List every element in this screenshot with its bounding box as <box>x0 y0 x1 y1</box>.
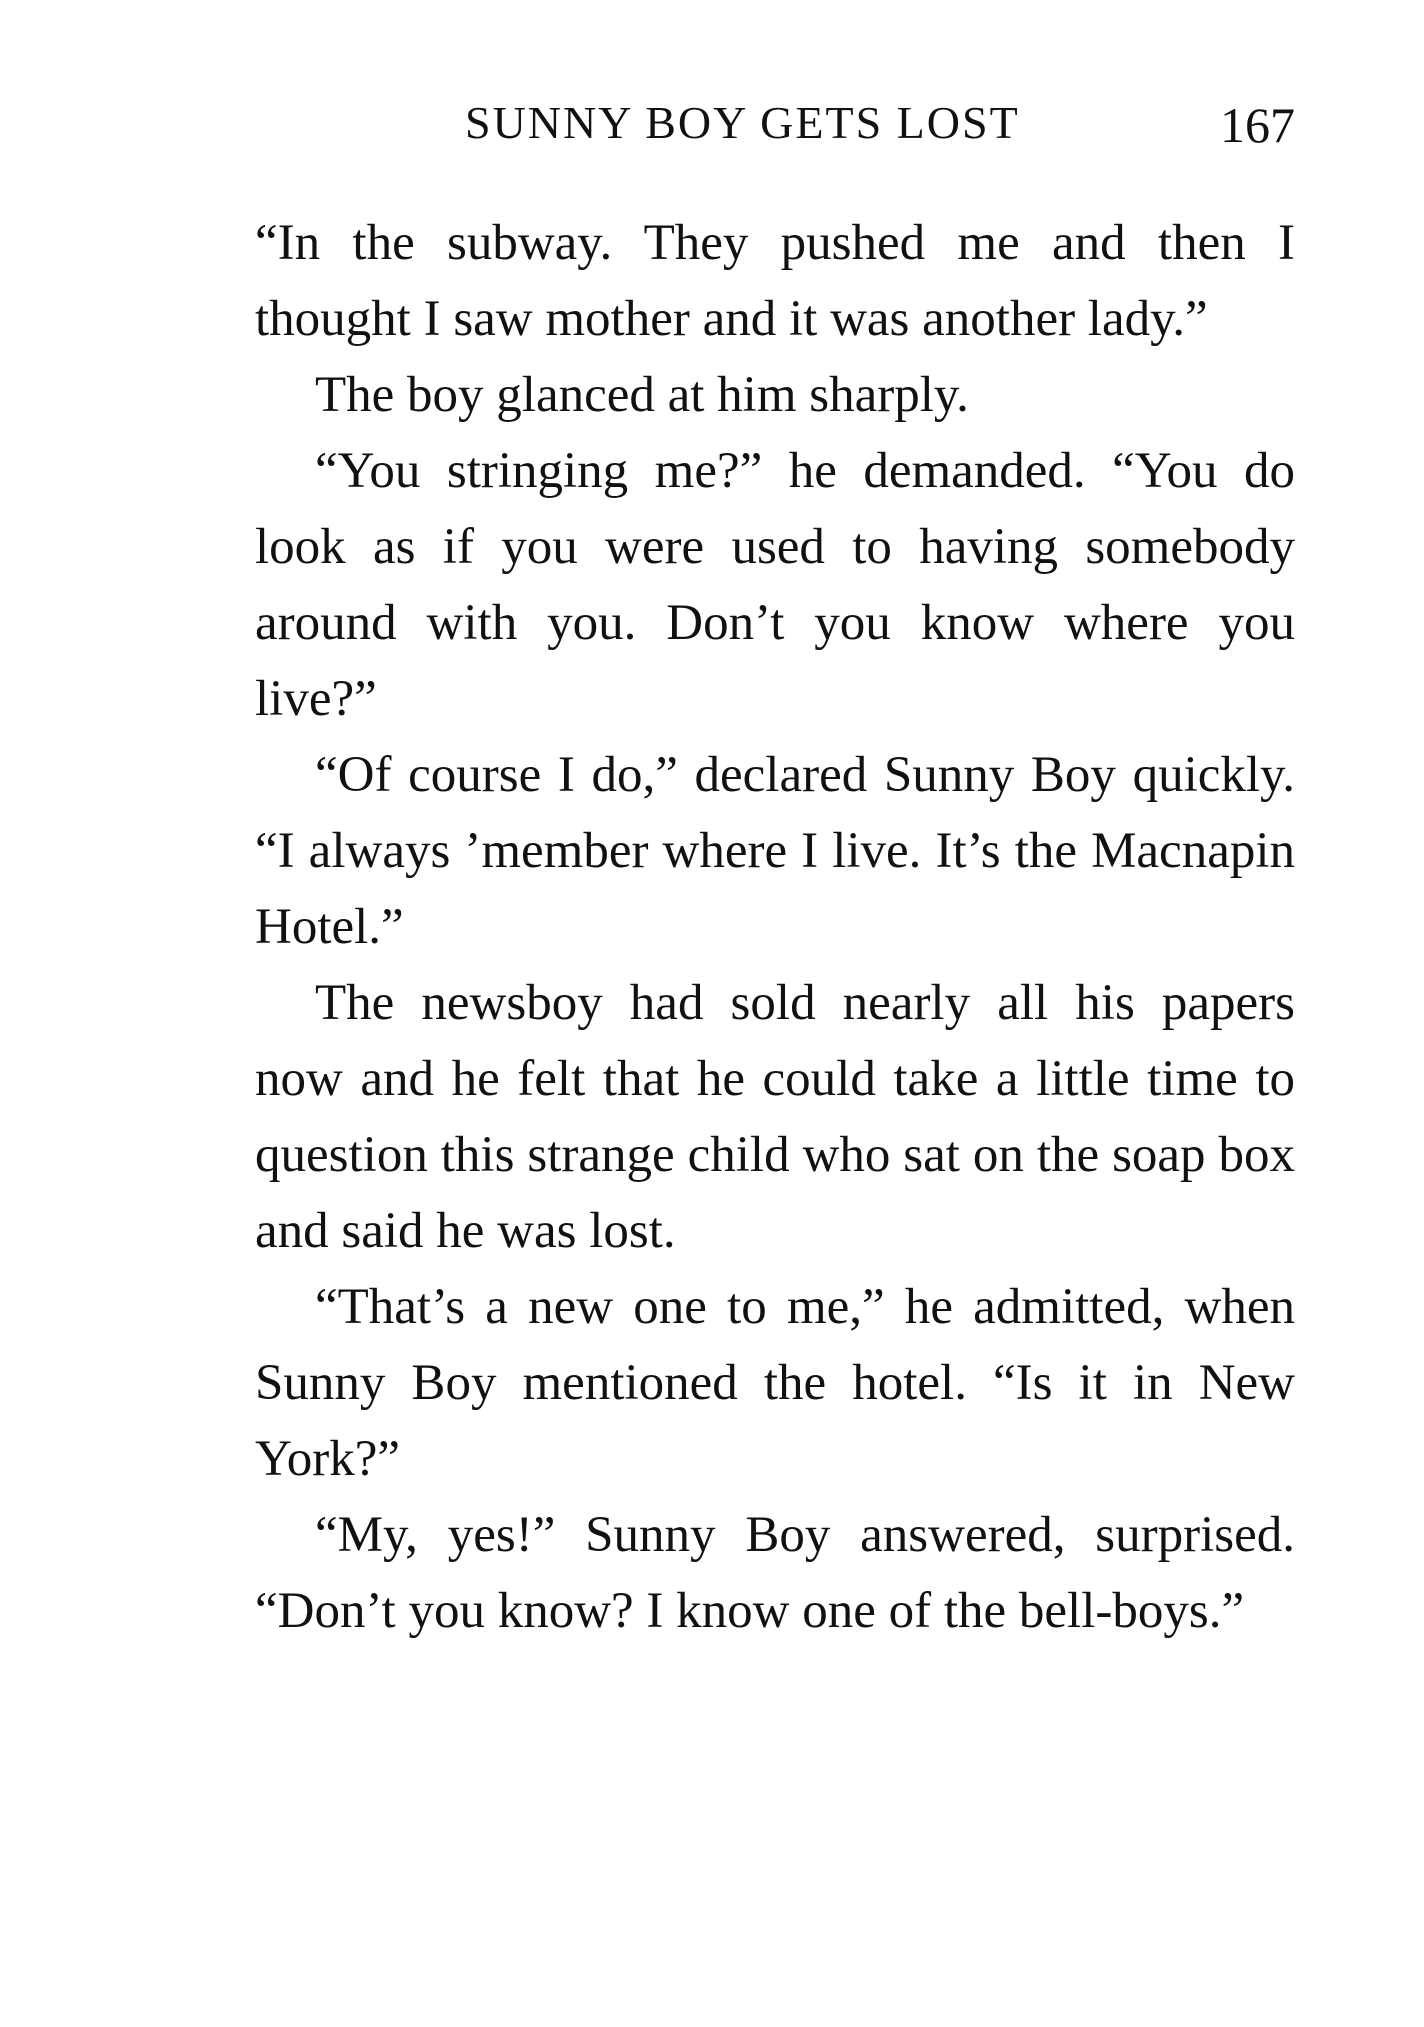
paragraph: “In the subway. They pushed me and then I thought I saw mother and it was another lady.” <box>255 215 1295 347</box>
page-number: 167 <box>1220 97 1295 153</box>
running-head <box>255 96 1295 156</box>
paragraph: “Of course I do,” declared Sunny Boy quickly. “I always ’member where I live. It’s the Macnapin Hotel.” <box>255 747 1295 955</box>
paragraph: The newsboy had sold nearly all his papers now and he felt that he could take a little time to question this strange child who sat on the soap box and said he was lost. <box>255 975 1295 1259</box>
paragraph: “My, yes!” Sunny Boy answered, surprised. “Don’t you know? I know one of the bell-boys.” <box>255 1507 1295 1639</box>
paragraph: “That’s a new one to me,” he admitted, when Sunny Boy mentioned the hotel. “Is it in New York?” <box>255 1279 1295 1487</box>
body-text <box>255 205 1295 1649</box>
paragraph: The boy glanced at him sharply. <box>315 367 969 423</box>
running-title: SUNNY BOY GETS LOST <box>465 97 1020 148</box>
paragraph: “You stringing me?” he demanded. “You do look as if you were used to having somebody around with you. Don’t you know where you live?” <box>255 443 1295 727</box>
